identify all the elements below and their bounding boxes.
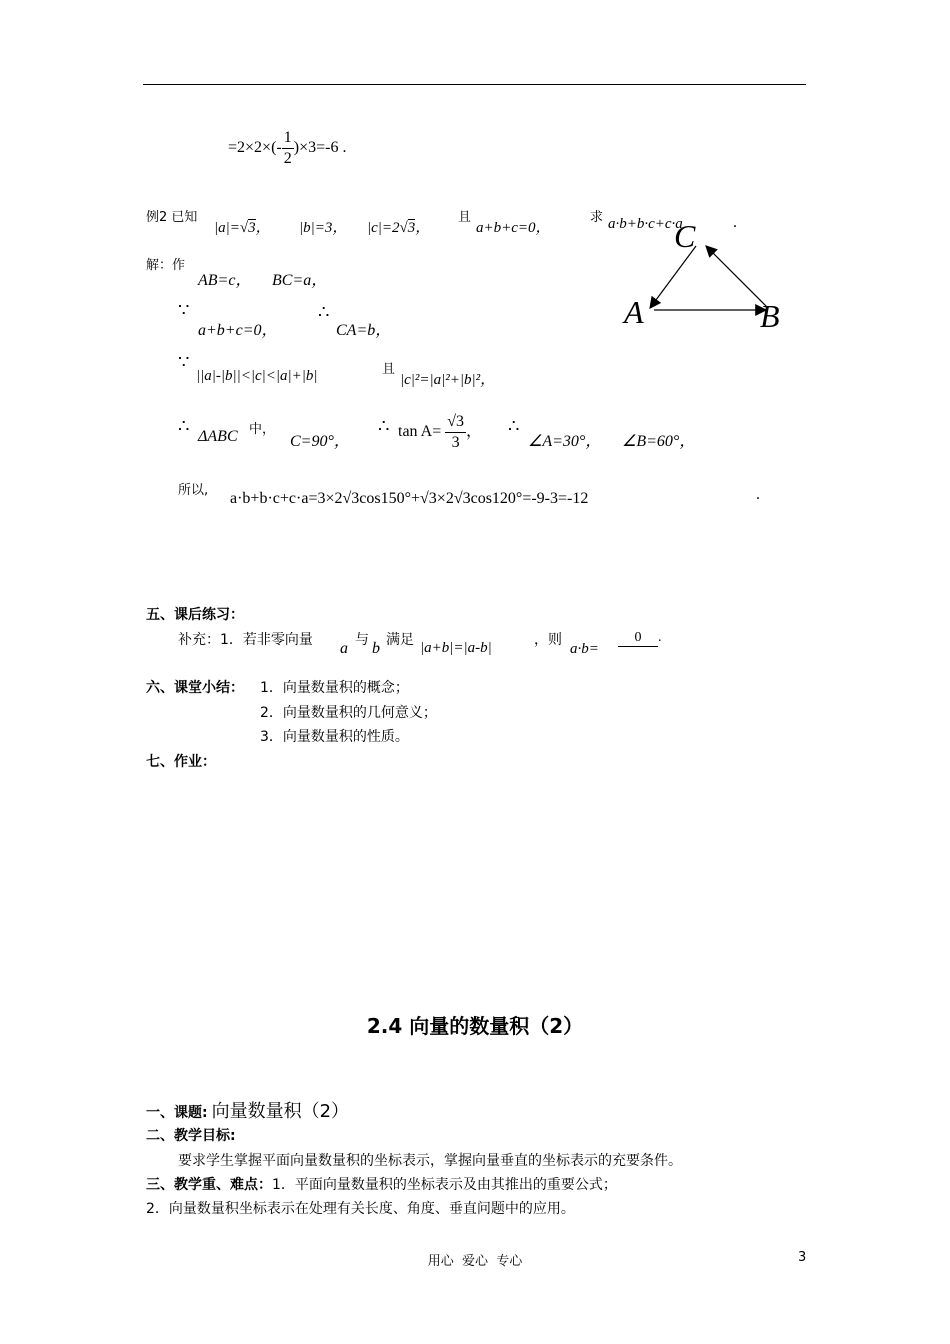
summary-item-2: 2．向量数量积的几何意义； (260, 705, 437, 721)
so-label: 所以, (178, 483, 209, 498)
topic-label: 一、课题 (146, 1105, 202, 1121)
solution-label: 解：作 (146, 258, 186, 273)
vec-a: a (340, 640, 348, 657)
tan-label: tan A= (398, 423, 442, 441)
cond-2: |b|=3， (299, 220, 348, 236)
fraction-half: $\frac{1}{2}$ (283, 129, 292, 167)
ask-label: 求 (590, 210, 604, 225)
step-4a: ΔABC (198, 428, 238, 445)
then-label: ，则 (534, 632, 562, 648)
footer-text: 用心 爱心 专心 (427, 1254, 523, 1269)
fraction-sqrt3-3: $\frac{√3}{3}$ (447, 413, 465, 451)
therefore-2: ∴ (178, 416, 190, 436)
summary-item-3: 3．向量数量积的性质。 (260, 729, 409, 745)
calc-line: =2×2×(- $\frac{1}{2}$ )×3=-6 . (228, 129, 347, 167)
cond-3: |c|=2√3， (367, 220, 431, 236)
step-1b: BC=a， (272, 272, 328, 289)
key-text-2: 2．向量数量积坐标表示在处理有关长度、角度、垂直问题中的应用。 (146, 1201, 575, 1217)
step-2a: a+b+c=0， (198, 322, 278, 339)
key-line: 三、教学重、难点：1．平面向量数量积的坐标表示及由其推出的重要公式； (146, 1177, 617, 1193)
lesson-title: 2.4 向量的数量积（2） (366, 1014, 584, 1038)
vertex-c-label: C (674, 218, 696, 254)
therefore-4: ∴ (508, 416, 520, 436)
because-2: ∵ (178, 352, 190, 372)
goal-label: 二、教学目标: (146, 1128, 236, 1144)
vector-bc (706, 246, 768, 308)
because-1: ∵ (178, 300, 190, 320)
goal-text: 要求学生掌握平面向量数量积的坐标表示，掌握向量垂直的坐标表示的充要条件。 (178, 1153, 682, 1169)
practice-expr: a·b= (570, 641, 599, 657)
header-rule (143, 84, 806, 85)
practice-cond: |a+b|=|a-b| (420, 640, 492, 656)
key-label: 三、教学重、难点 (146, 1177, 258, 1193)
page-number: 3 (798, 1250, 807, 1265)
section-6-heading: 六、课堂小结： (146, 680, 244, 696)
answer-blank: 0 (618, 630, 658, 647)
step-3a: ||a|-|b||<|c|<|a|+|b| (196, 368, 318, 384)
topic-value: 向量数量积（2） (211, 1101, 350, 1122)
example-2-line (146, 206, 197, 226)
therefore-3: ∴ (378, 416, 390, 436)
cond-1: |a|=√3， (214, 220, 271, 236)
final-dot: . (756, 486, 760, 503)
step-4b: C=90°， (290, 433, 350, 450)
zhong-label: 中， (249, 422, 276, 437)
with-label: 与 (355, 632, 369, 648)
key-text-1: 1．平面向量数量积的坐标表示及由其推出的重要公式； (272, 1177, 617, 1193)
topic-line: 一、课题: 向量数量积（2） (146, 1101, 350, 1122)
and-label: 且 (458, 210, 472, 225)
step-4c: tan A= $\frac{√3}{3}$ ， (398, 413, 483, 451)
example-label: 例2 已知 (146, 210, 198, 225)
vec-b: b (372, 640, 380, 657)
and-label-2: 且 (382, 362, 396, 377)
vertex-b-label: B (760, 298, 780, 334)
step-4d: ∠A=30°， (528, 433, 602, 450)
step-1a: AB=c， (198, 272, 252, 289)
satisfy-label: 满足 (386, 632, 414, 648)
vector-ca (650, 246, 696, 308)
practice-answer: 0 . (618, 630, 662, 647)
step-4e: ∠B=60°， (622, 433, 696, 450)
target-dot: . (733, 214, 737, 231)
step-3b: |c|²=|a|²+|b|²， (400, 372, 496, 388)
supp-label: 补充：1．若非零向量 (178, 632, 313, 648)
summary-item-1: 1．向量数量积的概念； (260, 680, 409, 696)
vertex-a-label: A (624, 294, 644, 330)
therefore-1: ∴ (318, 302, 330, 322)
step-2b: CA=b， (336, 322, 392, 339)
target-expr: a·b+b·c+c·a (608, 216, 683, 232)
section-5-heading: 五、课后练习： (146, 607, 244, 623)
section-7-heading: 七、作业： (146, 754, 216, 770)
final-result: a·b+b·c+c·a=3×2√3cos150°+√3×2√3cos120°=-9-3=-12 (230, 490, 589, 507)
cond-4: a+b+c=0， (476, 220, 551, 236)
